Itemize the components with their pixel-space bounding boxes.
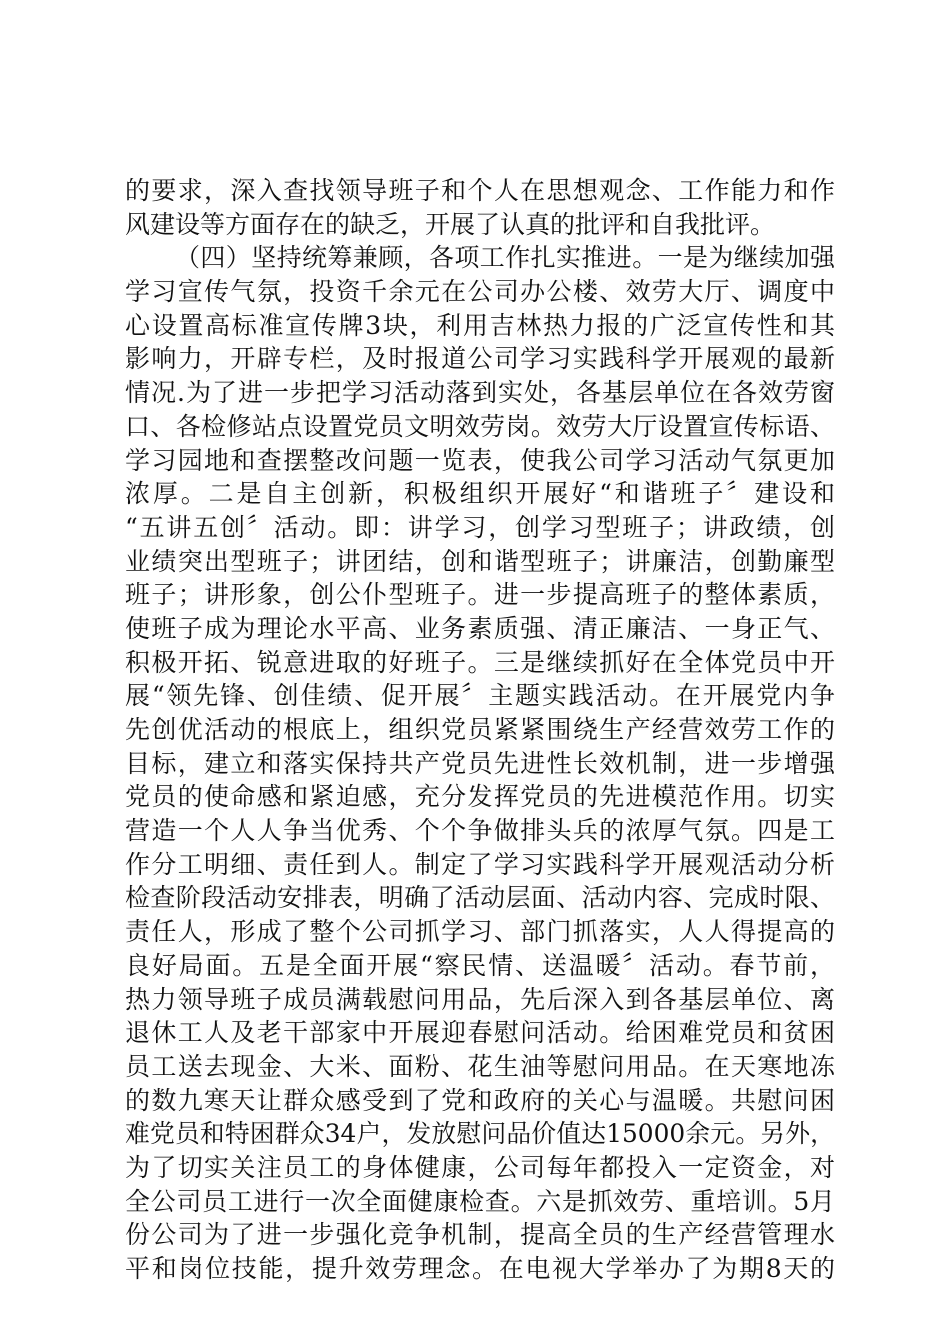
text-line: 党员的使命感和紧迫感，充分发挥党员的先进模范作用。切实 bbox=[125, 782, 835, 812]
text-line: 全公司员工进行一次全面健康检查。六是抓效劳、重培训。5月 bbox=[125, 1186, 835, 1216]
text-line: 影响力，开辟专栏，及时报道公司学习实践科学开展观的最新 bbox=[125, 344, 835, 374]
text-line: 的要求，深入查找领导班子和个人在思想观念、工作能力和作 bbox=[125, 176, 835, 205]
text-line: 积极开拓、锐意进取的好班子。三是继续抓好在全体党员中开 bbox=[125, 647, 835, 677]
text-line: 浓厚。二是自主创新，积极组织开展好“和谐班子〞建设和 bbox=[125, 479, 835, 509]
text-line: 的数九寒天让群众感受到了党和政府的关心与温暖。共慰问困 bbox=[125, 1085, 835, 1115]
text-line: 责任人，形成了整个公司抓学习、部门抓落实，人人得提高的 bbox=[125, 917, 835, 947]
text-line: 使班子成为理论水平高、业务素质强、清正廉洁、一身正气、 bbox=[125, 613, 835, 643]
text-line: 风建设等方面存在的缺乏，开展了认真的批评和自我批评。 bbox=[125, 209, 776, 239]
text-line: 为了切实关注员工的身体健康，公司每年都投入一定资金，对 bbox=[125, 1152, 835, 1182]
text-line: 良好局面。五是全面开展“察民情、送温暖〞活动。春节前， bbox=[125, 950, 835, 980]
text-line: 营造一个人人争当优秀、个个争做排头兵的浓厚气氛。四是工 bbox=[125, 816, 835, 846]
text-line: 份公司为了进一步强化竞争机制，提高全员的生产经营管理水 bbox=[125, 1220, 835, 1250]
text-line: 作分工明细、责任到人。制定了学习实践科学开展观活动分析 bbox=[125, 849, 835, 879]
body-text bbox=[125, 174, 835, 1286]
text-line: 员工送去现金、大米、面粉、花生油等慰问用品。在天寒地冻 bbox=[125, 1051, 835, 1081]
text-line: 口、各检修站点设置党员文明效劳岗。效劳大厅设置宣传标语、 bbox=[125, 411, 835, 441]
text-line: 检查阶段活动安排表，明确了活动层面、活动内容、完成时限、 bbox=[125, 883, 835, 913]
text-line: 业绩突出型班子；讲团结，创和谐型班子；讲廉洁，创勤廉型 bbox=[125, 546, 835, 576]
text-line: “五讲五创〞活动。即：讲学习，创学习型班子；讲政绩，创 bbox=[125, 512, 835, 542]
text-line: 退休工人及老干部家中开展迎春慰问活动。给困难党员和贫困 bbox=[125, 1018, 835, 1048]
text-line: 学习园地和查摆整改问题一览表，使我公司学习活动气氛更加 bbox=[125, 445, 835, 475]
text-line: 情况.为了进一步把学习活动落到实处，各基层单位在各效劳窗 bbox=[125, 378, 835, 408]
text-line: 平和岗位技能，提升效劳理念。在电视大学举办了为期8天的 bbox=[125, 1254, 835, 1283]
text-line: 展“领先锋、创佳绩、促开展〞主题实践活动。在开展党内争 bbox=[125, 681, 835, 711]
text-line: 学习宣传气氛，投资千余元在公司办公楼、效劳大厅、调度中 bbox=[125, 277, 835, 307]
text-line: 班子；讲形象，创公仆型班子。进一步提高班子的整体素质， bbox=[125, 580, 835, 610]
text-line: 先创优活动的根底上，组织党员紧紧围绕生产经营效劳工作的 bbox=[125, 715, 835, 744]
text-line: 热力领导班子成员满载慰问用品，先后深入到各基层单位、离 bbox=[125, 984, 835, 1014]
text-line: 难党员和特困群众34户，发放慰问品价值达15000余元。另外， bbox=[125, 1119, 835, 1149]
text-line: 目标，建立和落实保持共产党员先进性长效机制，进一步增强 bbox=[125, 748, 835, 778]
paragraph-first-line: （四）坚持统筹兼顾，各项工作扎实推进。一是为继续加强 bbox=[175, 243, 835, 273]
text-line: 心设置高标准宣传牌3块，利用吉林热力报的广泛宣传性和其 bbox=[125, 310, 835, 340]
